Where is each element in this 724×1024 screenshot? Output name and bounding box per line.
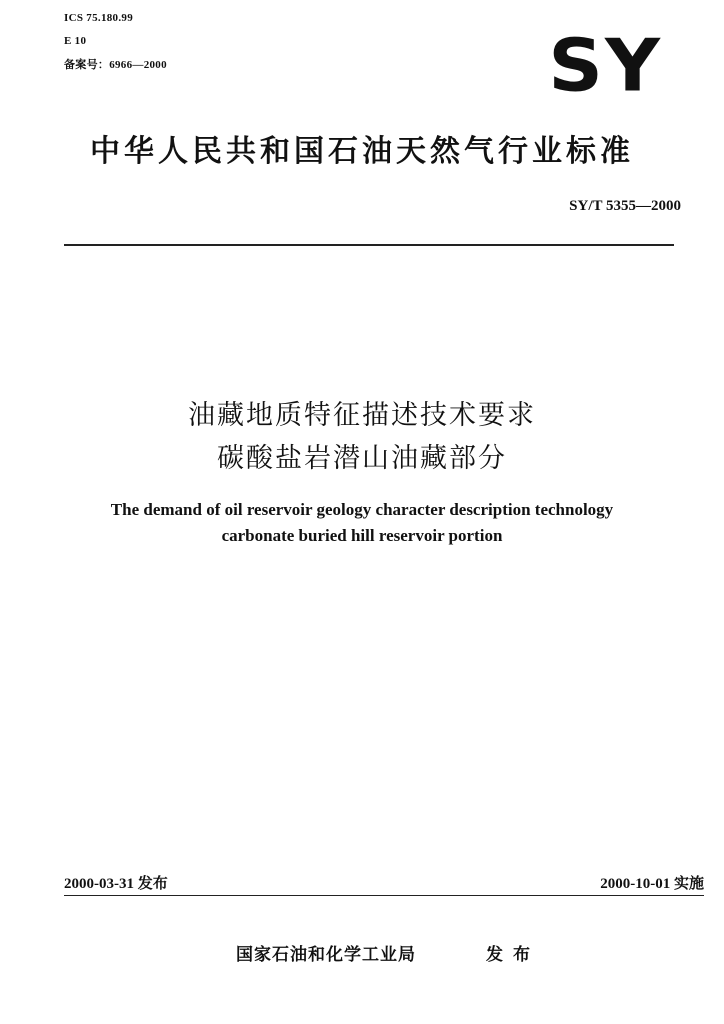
standard-name: 中华人民共和国石油天然气行业标准 — [90, 134, 634, 169]
publisher-name: 国家石油和化学工业局 — [236, 945, 416, 965]
title-cn-line1: 油藏地质特征描述技术要求 — [188, 400, 536, 431]
publish-label: 发布 — [486, 945, 540, 965]
title-en-line2: carbonate buried hill reservoir portion — [221, 526, 503, 545]
classification-code: E 10 — [64, 35, 87, 47]
issue-date: 2000-03-31 发布 — [64, 876, 168, 892]
implementation-date: 2000-10-01 实施 — [600, 876, 704, 892]
standard-code: SY/T 5355—2000 — [569, 198, 681, 214]
record-number: 备案号：6966—2000 — [64, 59, 167, 71]
title-cn-line2: 碳酸盐岩潜山油藏部分 — [217, 443, 507, 474]
ics-code: ICS 75.180.99 — [64, 12, 133, 24]
footer-divider — [64, 895, 704, 896]
sy-logo: SY — [548, 23, 662, 108]
header-divider — [64, 244, 674, 246]
title-en-line1: The demand of oil reservoir geology character description technology — [110, 500, 614, 519]
